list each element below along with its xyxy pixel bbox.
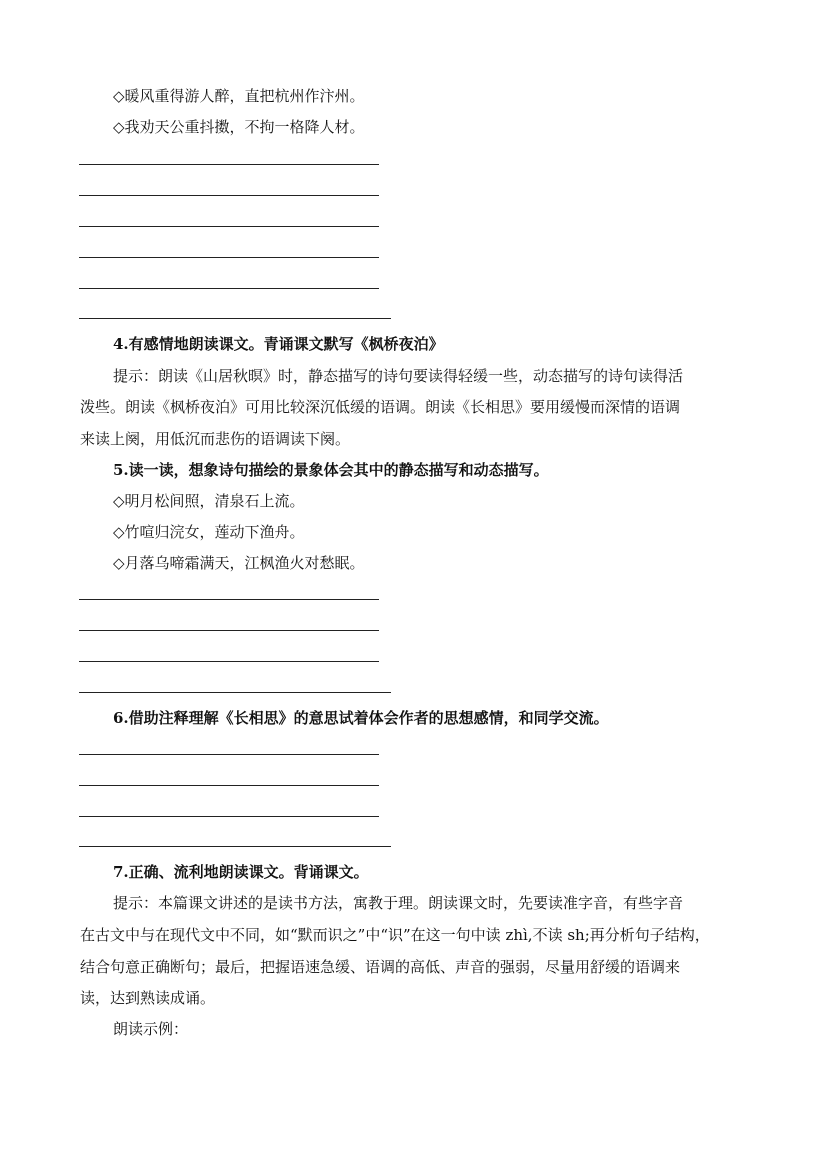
question-heading: 4.有感情地朗读课文。青诵课文默写《枫桥夜泊》	[113, 335, 444, 353]
poem-line: ◇我劝天公重抖擞，不拘一格降人材。	[113, 118, 365, 136]
answer-line[interactable]	[79, 318, 391, 319]
tip-text: 读，达到熟读成诵。	[80, 989, 216, 1007]
tip-text: 泼些。朗读《枫桥夜泊》可用比较深沉低缓的语调。朗读《长相思》要用缓慢而深情的语调	[80, 398, 681, 416]
answer-line[interactable]	[79, 692, 391, 693]
answer-line[interactable]	[79, 630, 379, 631]
tip-text: 提示：朗读《山居秋暝》时，静态描写的诗句要读得轻缓一些，动态描写的诗句读得活	[113, 367, 684, 385]
example-label: 朗读示例：	[113, 1020, 189, 1038]
question-heading: 6.借助注释理解《长相思》的意思试着体会作者的思想感情，和同学交流。	[113, 709, 609, 727]
answer-line[interactable]	[79, 661, 379, 662]
answer-line[interactable]	[79, 164, 379, 165]
answer-line[interactable]	[79, 257, 379, 258]
tip-text: 提示：本篇课文讲述的是读书方法，寓教于理。朗读课文时，先要读准字音，有些字音	[113, 894, 684, 912]
answer-line[interactable]	[79, 599, 379, 600]
poem-line: ◇月落乌啼霜满天，江枫渔火对愁眠。	[113, 554, 365, 572]
tip-text: 来读上阕，用低沉而悲伤的语调读下阕。	[80, 430, 351, 448]
tip-text: 结合句意正确断句；最后，把握语速急缓、语调的高低、声音的强弱，尽量用舒缓的语调来	[80, 958, 681, 976]
answer-line[interactable]	[79, 288, 379, 289]
question-heading: 5.读一读，想象诗句描绘的景象体会其中的静态描写和动态描写。	[113, 461, 549, 479]
answer-line[interactable]	[79, 226, 379, 227]
poem-line: ◇明月松间照，清泉石上流。	[113, 492, 305, 510]
answer-line[interactable]	[79, 785, 379, 786]
question-heading: 7.正确、流利地朗读课文。背诵课文。	[113, 863, 369, 881]
answer-line[interactable]	[79, 846, 391, 847]
answer-line[interactable]	[79, 195, 379, 196]
answer-line[interactable]	[79, 816, 379, 817]
poem-line: ◇暖风重得游人醉，直把杭州作汴州。	[113, 87, 365, 105]
answer-line[interactable]	[79, 754, 379, 755]
poem-line: ◇竹喧归浣女，莲动下渔舟。	[113, 523, 305, 541]
tip-text: 在古文中与在现代文中不同，如“默而识之”中“识”在这一句中读 zhì,不读 sh;再分析句子结构，	[80, 926, 710, 944]
